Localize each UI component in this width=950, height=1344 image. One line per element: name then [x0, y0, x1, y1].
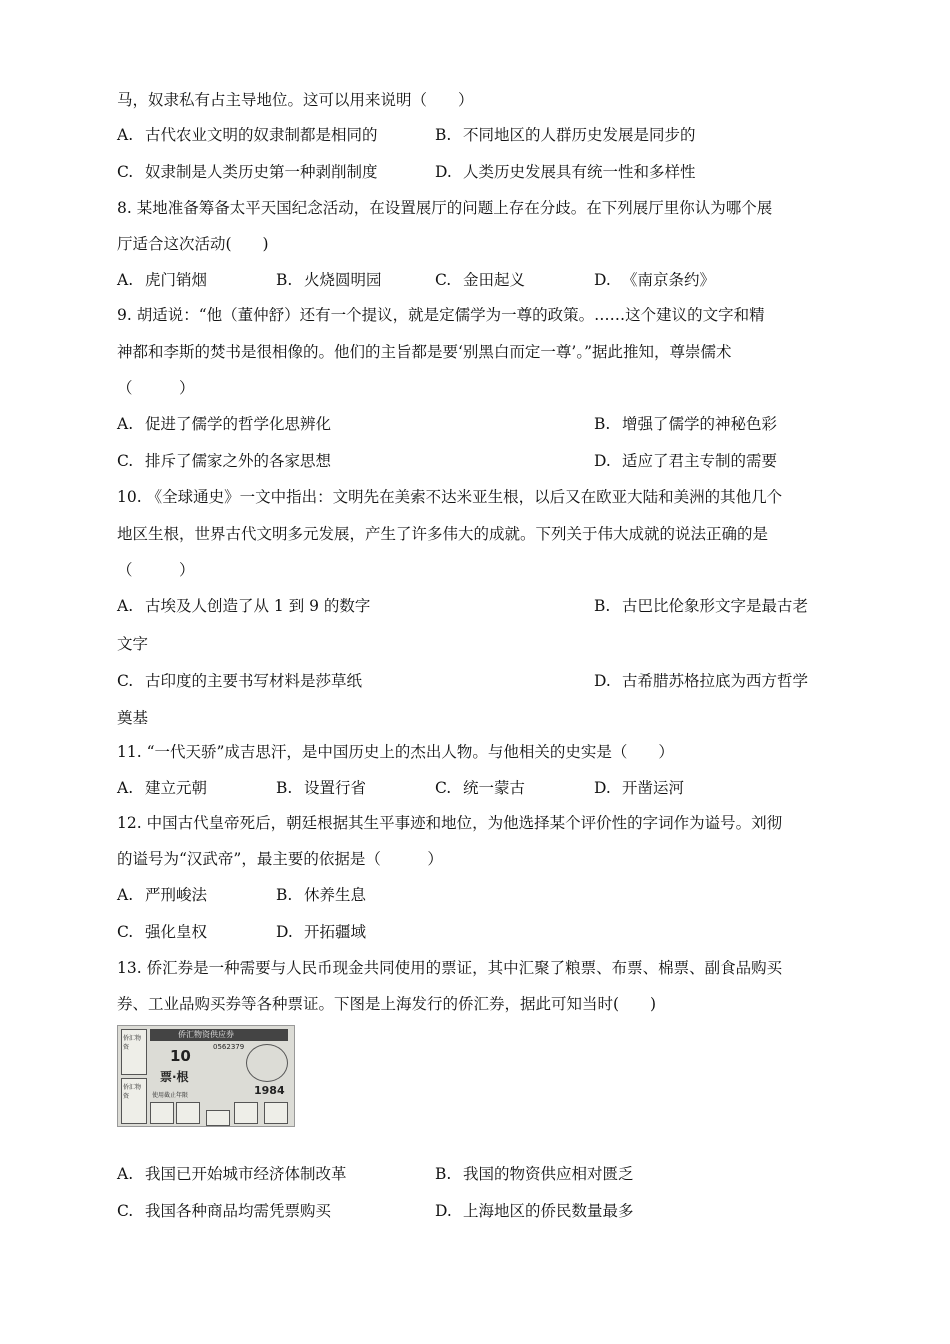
coupon-unit: 票·根 — [160, 1070, 189, 1084]
q11-option-b[interactable]: B. 设置行省 — [276, 779, 367, 797]
q9-stem-line2: 神都和李斯的焚书是很相像的。他们的主旨都是要‘别黑白而定一尊’。”据此推知，尊崇儒术 — [117, 343, 732, 361]
q7-option-d[interactable]: D. 人类历史发展具有统一性和多样性 — [435, 163, 696, 181]
q12-option-b[interactable]: B. 休养生息 — [276, 886, 367, 904]
q13-stem-line1: 13. 侨汇券是一种需要与人民币现金共同使用的票证，其中汇聚了粮票、布票、棉票、副食品购买 — [117, 959, 783, 977]
coupon-year: 1984 — [254, 1084, 285, 1097]
coupon-denomination: 10 — [170, 1047, 191, 1065]
coupon-ticket-3 — [206, 1110, 230, 1126]
q10-stem-line1: 10. 《全球通史》一文中指出：文明先在美索不达米亚生根，以后又在欧亚大陆和美洲的其他几个 — [117, 488, 783, 506]
q10-option-d-continued: 奠基 — [117, 709, 149, 727]
overseas-remittance-coupon-image — [117, 1025, 295, 1127]
coupon-stub-bottom: 侨汇物资 — [121, 1078, 147, 1124]
q12-stem-line1: 12. 中国古代皇帝死后，朝廷根据其生平事迹和地位，为他选择某个评价性的字词作为谥号。刘彻 — [117, 814, 783, 832]
q12-option-c[interactable]: C. 强化皇权 — [117, 923, 208, 941]
q9-stem-line3: （ ） — [117, 379, 195, 397]
q7-option-b[interactable]: B. 不同地区的人群历史发展是同步的 — [435, 126, 696, 144]
coupon-ticket-4 — [234, 1102, 258, 1124]
q12-stem-line2: 的谥号为“汉武帝”，最主要的依据是（ ） — [117, 850, 443, 868]
q9-option-d[interactable]: D. 适应了君主专制的需要 — [594, 452, 778, 470]
q8-stem-line2: 厅适合这次活动( ) — [117, 235, 269, 253]
q7-option-c[interactable]: C. 奴隶制是人类历史第一种剥削制度 — [117, 163, 378, 181]
q10-option-b-continued: 文字 — [117, 635, 149, 653]
q10-option-d[interactable]: D. 古希腊苏格拉底为西方哲学 — [594, 672, 809, 690]
q8-option-b[interactable]: B. 火烧圆明园 — [276, 271, 382, 289]
q9-option-a[interactable]: A. 促进了儒学的哲学化思辨化 — [117, 415, 332, 433]
coupon-ticket-2 — [176, 1102, 200, 1124]
q10-option-b[interactable]: B. 古巴比伦象形文字是最古老 — [594, 597, 809, 615]
q8-stem-line1: 8. 某地准备筹备太平天国纪念活动，在设置展厅的问题上存在分歧。在下列展厅里你认为哪个展 — [117, 199, 773, 217]
q7-stem-tail: 马，奴隶私有占主导地位。这可以用来说明（ ） — [117, 91, 474, 109]
q12-option-d[interactable]: D. 开拓疆域 — [276, 923, 367, 941]
q11-stem-line1: 11. “一代天骄”成吉思汗，是中国历史上的杰出人物。与他相关的史实是（ ） — [117, 743, 674, 761]
q13-option-c[interactable]: C. 我国各种商品均需凭票购买 — [117, 1202, 332, 1220]
q10-option-c[interactable]: C. 古印度的主要书写材料是莎草纸 — [117, 672, 363, 690]
coupon-official-seal — [246, 1044, 288, 1082]
coupon-header-text: 侨汇物资供应券 — [178, 1030, 234, 1039]
q7-option-a[interactable]: A. 古代农业文明的奴隶制都是相同的 — [117, 126, 378, 144]
coupon-ticket-1 — [150, 1102, 174, 1124]
q11-option-c[interactable]: C. 统一蒙古 — [435, 779, 526, 797]
q12-option-a[interactable]: A. 严刑峻法 — [117, 886, 208, 904]
q9-stem-line1: 9. 胡适说：“他（董仲舒）还有一个提议，就是定儒学为一尊的政策。……这个建议的文字和精 — [117, 306, 765, 324]
q13-option-a[interactable]: A. 我国已开始城市经济体制改革 — [117, 1165, 347, 1183]
q8-option-c[interactable]: C. 金田起义 — [435, 271, 526, 289]
q8-option-a[interactable]: A. 虎门销烟 — [117, 271, 208, 289]
q8-option-d[interactable]: D. 《南京条约》 — [594, 271, 716, 289]
q10-option-a[interactable]: A. 古埃及人创造了从 1 到 9 的数字 — [117, 597, 371, 615]
q13-option-b[interactable]: B. 我国的物资供应相对匮乏 — [435, 1165, 634, 1183]
q13-option-d[interactable]: D. 上海地区的侨民数量最多 — [435, 1202, 634, 1220]
q13-stem-line2: 券、工业品购买券等各种票证。下图是上海发行的侨汇券，据此可知当时( ) — [117, 995, 657, 1013]
coupon-stub-top: 侨汇物资 — [121, 1029, 147, 1075]
q10-stem-line2: 地区生根，世界古代文明多元发展，产生了许多伟大的成就。下列关于伟大成就的说法正确的是 — [117, 525, 769, 543]
q9-option-b[interactable]: B. 增强了儒学的神秘色彩 — [594, 415, 778, 433]
q11-option-d[interactable]: D. 开凿运河 — [594, 779, 685, 797]
coupon-note: 使用截止年限 — [152, 1092, 189, 1099]
coupon-ticket-5 — [264, 1102, 288, 1124]
q10-stem-line3: （ ） — [117, 561, 195, 579]
q9-option-c[interactable]: C. 排斥了儒家之外的各家思想 — [117, 452, 332, 470]
q11-option-a[interactable]: A. 建立元朝 — [117, 779, 208, 797]
coupon-serial: 0562379 — [213, 1043, 245, 1051]
